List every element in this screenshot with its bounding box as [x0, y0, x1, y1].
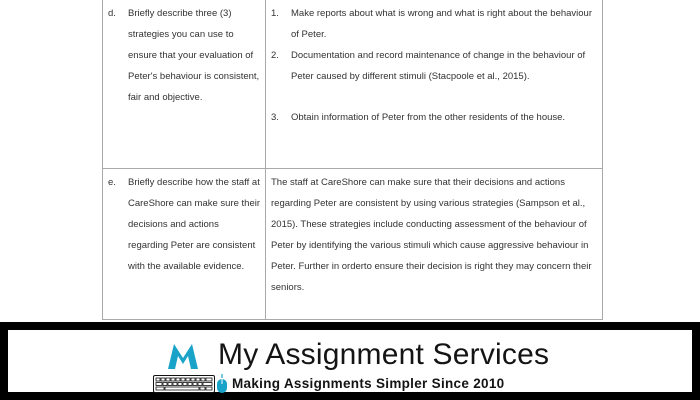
question-cell [103, 169, 266, 320]
list-item [271, 107, 598, 128]
tagline: Making Assignments Simpler Since 2010 [232, 376, 505, 391]
list-number: 2. [271, 50, 279, 61]
list-text: Obtain information of Peter from the other residents of the house. [291, 112, 566, 123]
answer-cell [266, 169, 603, 320]
keyboard-icon [153, 375, 215, 393]
answer-list [266, 0, 602, 128]
list-text: Documentation and record maintenance of change in the behaviour of Peter caused by different stimuli (Stacpoole et al., 2015). [291, 50, 586, 82]
mouse-icon [216, 374, 228, 394]
list-text: Make reports about what is wrong and what is right about the behaviour of Peter. [291, 8, 593, 40]
logo-m-icon [166, 341, 200, 371]
list-number: 1. [271, 8, 279, 19]
answer-text: The staff at CareShore can make sure that their decisions and actions regarding Peter are consistent by using various strategies (Sampson et al., 2015). These strategies include conducting assessment of the behaviour of Peter by identifying the various stimuli which cause aggressive behaviour in Peter. Further in orderto ensure their decision is right they may concern their seniors. [271, 177, 592, 293]
table-row [103, 169, 603, 320]
question-cell [103, 0, 266, 169]
question-text: Briefly describe three (3) strategies you can use to ensure that your evaluation of Peter's behaviour is consistent, fair and objective. [128, 8, 260, 103]
brand-name: My Assignment Services [218, 338, 550, 371]
question-text: Briefly describe how the staff at CareShore can make sure their decisions and actions regarding Peter are consistent with the available evidence. [128, 177, 261, 272]
answer-cell [266, 0, 603, 169]
question-letter: e. [108, 177, 116, 188]
table-row [103, 0, 603, 169]
list-item [271, 45, 598, 87]
banner-panel [8, 330, 692, 392]
list-item [271, 3, 598, 45]
qa-table [102, 0, 603, 320]
question-letter: d. [108, 8, 116, 19]
list-spacer [271, 87, 598, 107]
list-number: 3. [271, 112, 279, 123]
brand-banner [0, 322, 700, 400]
